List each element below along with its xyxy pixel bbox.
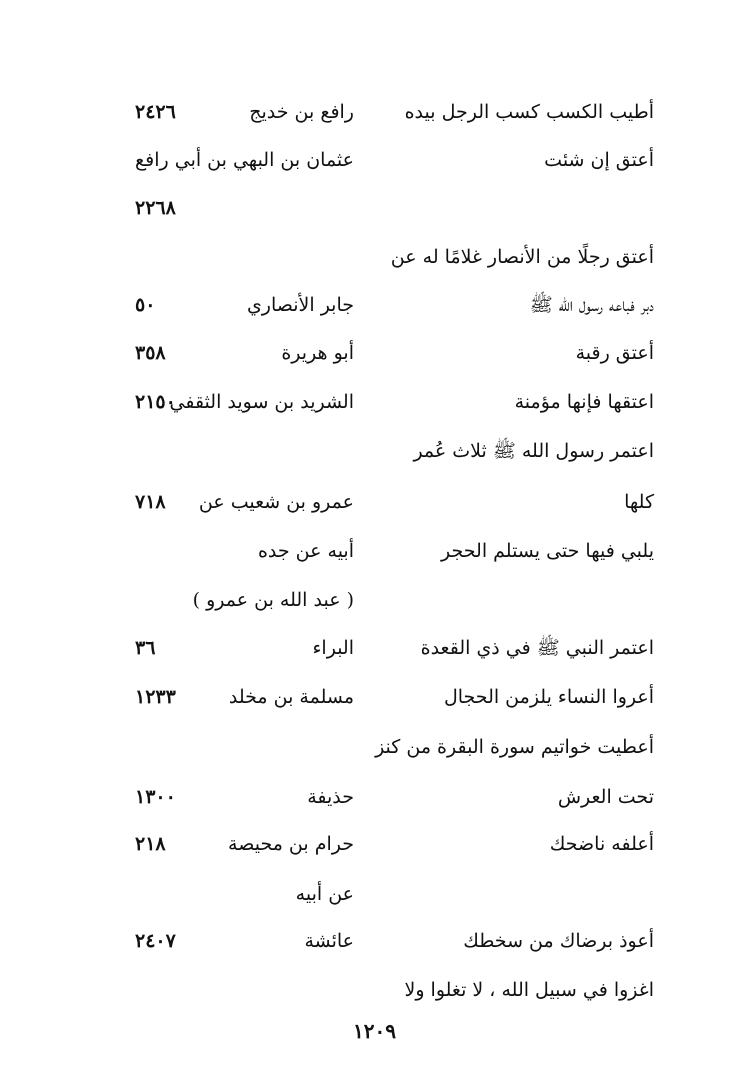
hadith-number: ١٣٠٠ [135,786,176,808]
index-row [0,921,749,961]
hadith-number: ٥٠ [135,294,156,316]
hadith-number: ٢٤٠٧ [135,930,176,952]
narrator-name: رافع بن خديج [249,101,354,123]
narrator-name: ( عبد الله بن عمرو ) [192,589,354,611]
narrator-name: عمرو بن شعيب عن [198,491,354,513]
narrator-name: جابر الأنصاري [246,294,354,316]
index-row [0,482,749,522]
index-row [0,382,749,422]
narrator-name: البراء [312,637,354,659]
index-row [0,970,749,1010]
index-row [0,188,749,228]
page-number: ١٢٠٩ [353,1019,396,1043]
index-row [0,677,749,717]
index-row [0,628,749,668]
hadith-text: أعتق رقبة [575,342,654,364]
narrator-name: عثمان بن البهي بن أبي رافع [135,149,354,171]
narrator-name: حرام بن محيصة [228,833,354,855]
narrator-name: الشريد بن سويد الثقفي [169,391,354,413]
hadith-text: أطيب الكسب كسب الرجل بيده [404,101,654,123]
index-row [0,580,749,620]
index-row [0,140,749,180]
hadith-text: اعتمر رسول الله ﷺ ثلاث عُمر [413,440,654,462]
index-row [0,531,749,571]
hadith-text: تحت العرش [557,786,654,808]
hadith-number: ١٢٣٣ [135,686,176,708]
hadith-number: ٣٦ [135,637,156,659]
narrator-name: أبو هريرة [281,342,354,364]
narrator-name: عن أبيه [295,883,354,905]
hadith-number: ٢١٥٠ [135,391,176,413]
hadith-text: اعتقها فإنها مؤمنة [514,391,654,413]
hadith-text: أعروا النساء يلزمن الحجال [443,686,654,708]
index-row [0,237,749,277]
index-row [0,92,749,132]
hadith-text: يلبي فيها حتى يستلم الحجر [441,540,654,562]
hadith-number: ٢٢٦٨ [135,197,176,219]
hadith-text: دبر فباعه رسول الله ﷺ [529,294,654,316]
hadith-text: أعوذ برضاك من سخطك [463,930,654,952]
hadith-text: أعتق إن شئت [544,149,654,171]
hadith-number: ٧١٨ [135,491,166,513]
narrator-name: أبيه عن جده [257,540,354,562]
hadith-text: أعطيت خواتيم سورة البقرة من كنز [375,736,654,758]
hadith-number: ٣٥٨ [135,342,166,364]
index-row [0,727,749,767]
index-row [0,874,749,914]
index-row [0,333,749,373]
narrator-name: حذيفة [307,786,354,808]
hadith-text: أعلفه ناضحك [549,833,654,855]
index-row [0,431,749,471]
index-row [0,285,749,325]
hadith-number: ٢١٨ [135,833,166,855]
hadith-text: أعتق رجلًا من الأنصار غلامًا له عن [390,246,654,268]
hadith-text: اعتمر النبي ﷺ في ذي القعدة [420,637,654,659]
hadith-text: اغزوا في سبيل الله ، لا تغلوا ولا [404,979,654,1001]
index-row [0,824,749,864]
narrator-name: عائشة [304,930,354,952]
hadith-number: ٢٤٢٦ [135,101,176,123]
narrator-name: مسلمة بن مخلد [228,686,354,708]
index-row [0,777,749,817]
hadith-text: كلها [624,491,654,513]
